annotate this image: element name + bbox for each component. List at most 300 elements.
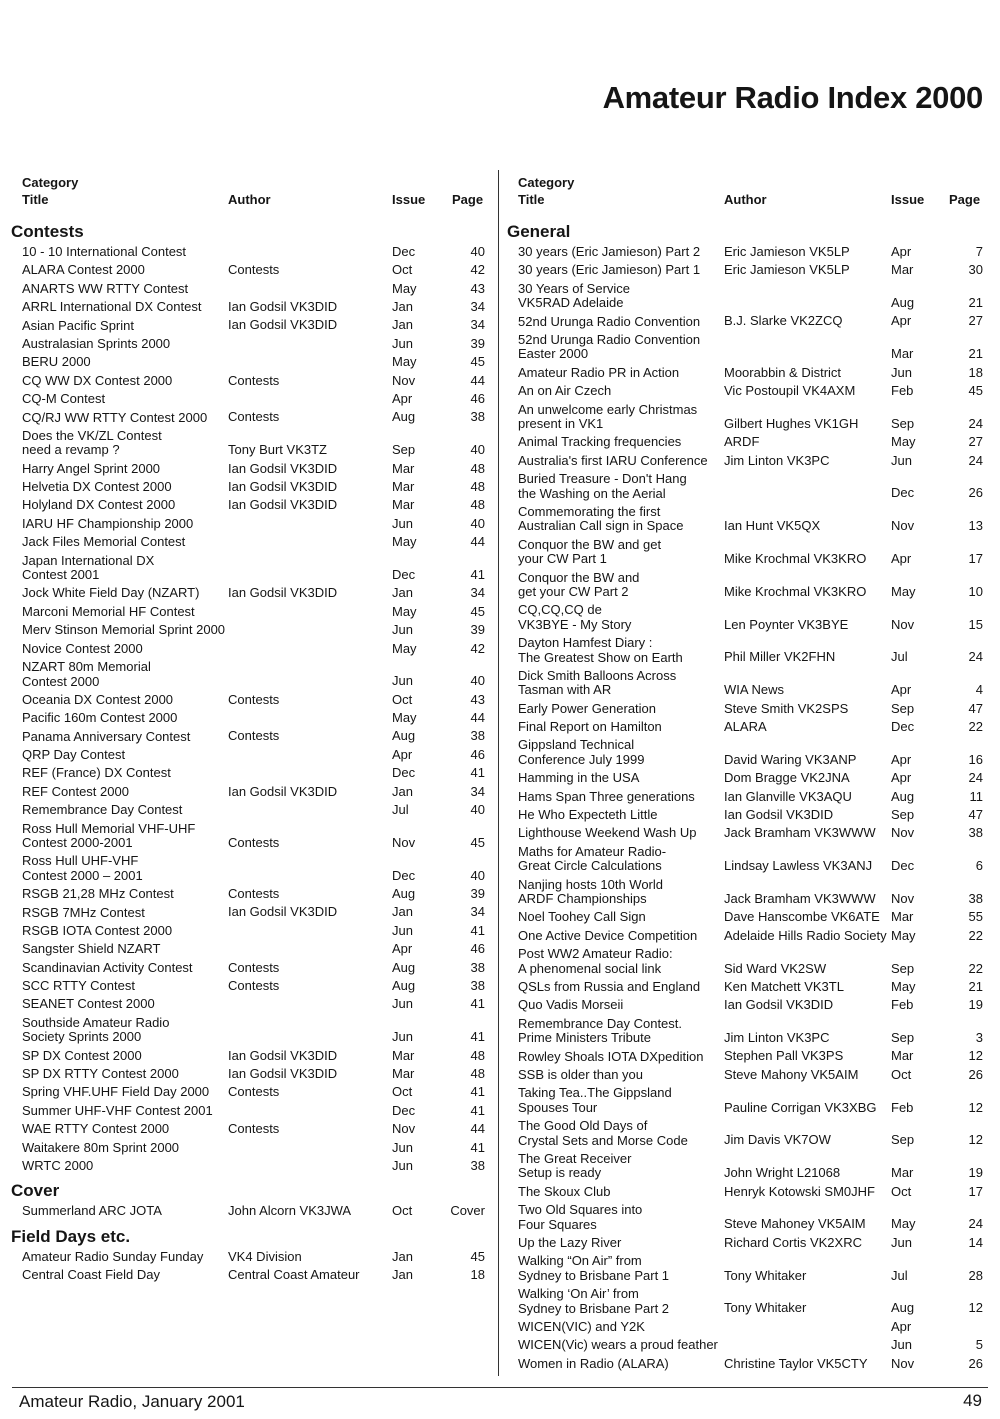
entry-title: WRTC 2000 xyxy=(22,1158,94,1174)
header-title: Title xyxy=(518,192,545,207)
entry-page: 7 xyxy=(975,243,983,259)
entry-title: Does the VK/ZL Contest need a revamp ? xyxy=(22,427,162,458)
index-entry xyxy=(507,1117,987,1150)
entry-author: Sid Ward VK2SW xyxy=(724,960,827,976)
entry-page: 21 xyxy=(968,978,983,994)
index-entry xyxy=(11,353,487,371)
entry-issue: Sep xyxy=(891,700,915,716)
entry-issue: Sep xyxy=(891,960,915,976)
index-entry xyxy=(11,1102,487,1120)
header-issue: Issue xyxy=(891,192,925,207)
entry-title: 30 years (Eric Jamieson) Part 1 xyxy=(518,262,701,278)
entry-author: Contests xyxy=(228,728,280,744)
entry-title: Dick Smith Balloons Across Tasman with AR xyxy=(518,667,677,698)
entry-author: Dave Hanscombe VK6ATE xyxy=(724,909,880,925)
entry-title: Panama Anniversary Contest xyxy=(22,728,191,744)
index-entry xyxy=(11,691,487,709)
entry-title: The Great Receiver Setup is ready xyxy=(518,1150,632,1181)
index-entry xyxy=(11,1248,487,1266)
entry-title: Dayton Hamfest Diary : The Greatest Show on Earth xyxy=(518,635,683,665)
entry-page: 34 xyxy=(470,317,485,333)
entry-issue: Jan xyxy=(392,904,413,920)
entry-issue: Apr xyxy=(891,313,912,329)
entry-issue: May xyxy=(891,434,916,450)
entry-author: Mike Krochmal VK3KRO xyxy=(724,583,867,599)
entry-title: Ross Hull UHF-VHF Contest 2000 – 2001 xyxy=(22,853,143,883)
entry-issue: Dec xyxy=(891,485,915,501)
entry-issue: Apr xyxy=(891,243,912,259)
entry-author: Henryk Kotowski SM0JHF xyxy=(724,1183,875,1199)
index-entry xyxy=(11,261,487,279)
entry-page: 48 xyxy=(470,497,485,513)
entry-page: 43 xyxy=(470,691,485,707)
entry-issue: Aug xyxy=(891,788,915,804)
entry-issue: May xyxy=(392,280,417,296)
entry-issue: Dec xyxy=(392,566,416,582)
entry-issue: May xyxy=(392,710,417,726)
entry-title: Holyland DX Contest 2000 xyxy=(22,497,176,513)
index-entry xyxy=(507,769,987,787)
footer-publication: Amateur Radio, January 2001 xyxy=(19,1392,245,1411)
index-entry xyxy=(11,317,487,335)
entry-page: 4 xyxy=(975,682,983,698)
index-entry xyxy=(11,280,487,298)
entry-issue: Dec xyxy=(392,765,416,781)
entry-page: 22 xyxy=(968,927,983,943)
entry-issue: Mar xyxy=(891,346,914,362)
entry-author: Tony Burt VK3TZ xyxy=(228,442,327,458)
entry-page: 34 xyxy=(470,904,485,920)
index-entry xyxy=(11,1120,487,1138)
entry-title: Scandinavian Activity Contest xyxy=(22,959,193,975)
header-page: Page xyxy=(452,192,484,207)
entry-author: Contests xyxy=(228,691,280,707)
entry-title: SEANET Contest 2000 xyxy=(22,996,155,1012)
entry-page: 18 xyxy=(968,364,983,380)
entry-title: Maths for Amateur Radio- Great Circle Calculations xyxy=(518,843,667,874)
index-entry xyxy=(507,280,987,313)
entry-issue: Dec xyxy=(392,1102,416,1118)
entry-title: Rowley Shoals IOTA DXpedition xyxy=(518,1048,704,1064)
entry-issue: Jun xyxy=(392,996,413,1012)
entry-title: CQ,CQ,CQ de VK3BYE - My Story xyxy=(518,602,632,632)
index-entry xyxy=(507,634,987,667)
entry-author: Contests xyxy=(228,1084,280,1100)
entry-title: SP DX RTTY Contest 2000 xyxy=(22,1066,179,1082)
entry-page: 44 xyxy=(470,710,485,726)
index-entry xyxy=(11,390,487,408)
entry-page: 41 xyxy=(470,566,485,582)
entry-author: Jack Bramham VK3WWW xyxy=(724,825,876,841)
entry-issue: Mar xyxy=(392,478,415,494)
entry-issue: Feb xyxy=(891,997,914,1013)
entry-title: NZART 80m Memorial Contest 2000 xyxy=(22,659,151,689)
entry-page: 27 xyxy=(968,313,983,329)
entry-issue: Apr xyxy=(891,551,912,567)
entry-title: RSGB IOTA Contest 2000 xyxy=(22,922,173,938)
entry-author: Ian Godsil VK3DID xyxy=(228,1065,338,1081)
entry-author: Phil Miller VK2FHN xyxy=(724,649,836,665)
entry-title: ARRL International DX Contest xyxy=(22,299,202,315)
entry-issue: Aug xyxy=(392,977,416,993)
entry-author: Ian Godsil VK3DID xyxy=(228,783,338,799)
entry-title: Waitakere 80m Sprint 2000 xyxy=(22,1139,180,1155)
index-entry xyxy=(11,515,487,533)
entry-issue: Aug xyxy=(392,409,416,425)
entry-title: Spring VHF.UHF Field Day 2000 xyxy=(22,1084,210,1100)
entry-page: 46 xyxy=(470,746,485,762)
header-issue: Issue xyxy=(392,192,426,207)
index-entry xyxy=(11,552,487,585)
entry-issue: Feb xyxy=(891,383,914,399)
entry-author: Pauline Corrigan VK3XBG xyxy=(724,1099,877,1115)
entry-page: 44 xyxy=(470,372,485,388)
entry-page: 40 xyxy=(470,867,485,883)
entry-title: Women in Radio (ALARA) xyxy=(518,1355,669,1371)
entry-author: Mike Krochmal VK3KRO xyxy=(724,551,867,567)
entry-page: 34 xyxy=(470,783,485,799)
index-entry xyxy=(507,569,987,602)
entry-issue: Jun xyxy=(392,622,413,638)
entry-page: 38 xyxy=(470,728,485,744)
entry-issue: Aug xyxy=(891,295,915,311)
entry-author: Dom Bragge VK2JNA xyxy=(724,770,850,786)
header-page: Page xyxy=(949,192,981,207)
entry-title: The Skoux Club xyxy=(518,1183,611,1199)
index-entry xyxy=(507,470,987,503)
entry-title: CQ-M Contest xyxy=(22,391,106,407)
entry-page: 27 xyxy=(968,434,983,450)
entry-issue: Mar xyxy=(891,262,914,278)
entry-title: Quo Vadis Morseii xyxy=(518,997,624,1013)
entry-issue: Mar xyxy=(392,460,415,476)
entry-author: Eric Jamieson VK5LP xyxy=(724,262,850,278)
entry-title: ALARA Contest 2000 xyxy=(22,262,145,278)
entry-title: SCC RTTY Contest xyxy=(22,978,135,994)
entry-issue: Aug xyxy=(392,728,416,744)
entry-title: Pacific 160m Contest 2000 xyxy=(22,710,178,726)
entry-author: Moorabbin & District xyxy=(724,364,842,380)
entry-title: 52nd Urunga Radio Convention Easter 2000 xyxy=(518,331,701,362)
index-entry xyxy=(11,243,487,261)
index-entry xyxy=(11,584,487,602)
entry-author: Tony Whitaker xyxy=(724,1267,807,1283)
entry-issue: Mar xyxy=(392,497,415,513)
entry-issue: Nov xyxy=(891,825,915,841)
entry-issue: Jan xyxy=(392,1267,413,1283)
index-entry xyxy=(11,764,487,782)
index-entry xyxy=(11,1202,487,1220)
entry-page: 40 xyxy=(470,802,485,818)
index-entry xyxy=(11,1065,487,1083)
entry-page: 24 xyxy=(968,649,983,665)
entry-page: 45 xyxy=(470,834,485,850)
entry-issue: Jan xyxy=(392,585,413,601)
entry-issue: Jun xyxy=(891,1234,912,1250)
index-entry xyxy=(11,801,487,819)
entry-author: Contests xyxy=(228,959,280,975)
entry-title: Remembrance Day Contest xyxy=(22,802,183,818)
entry-title: Post WW2 Amateur Radio: A phenomenal social link xyxy=(518,946,673,976)
index-entry xyxy=(507,401,987,434)
entry-issue: Nov xyxy=(891,890,915,906)
entry-title: Helvetia DX Contest 2000 xyxy=(22,479,172,495)
entry-issue: Dec xyxy=(392,243,416,259)
entry-issue: Sep xyxy=(891,415,915,431)
entry-page: 41 xyxy=(470,1029,485,1045)
entry-issue: Apr xyxy=(392,746,413,762)
entry-title: CQ/RJ WW RTTY Contest 2000 xyxy=(22,409,208,425)
entry-page: 34 xyxy=(470,299,485,315)
entry-page: 38 xyxy=(470,977,485,993)
entry-issue: Jul xyxy=(891,1267,908,1283)
entry-author: Steve Mahoney VK5AIM xyxy=(724,1216,866,1232)
entry-issue: Oct xyxy=(392,691,413,707)
index-entry xyxy=(507,536,987,569)
entry-issue: Nov xyxy=(891,1355,915,1371)
entry-author: Gilbert Hughes VK1GH xyxy=(724,415,859,431)
entry-author: VK4 Division xyxy=(228,1248,302,1264)
entry-issue: Jun xyxy=(392,673,413,689)
index-entry xyxy=(11,1083,487,1101)
entry-author: Contests xyxy=(228,372,280,388)
entry-author: Tony Whitaker xyxy=(724,1300,807,1316)
entry-page: 41 xyxy=(470,1084,485,1100)
index-entry xyxy=(11,885,487,903)
entry-author: Jim Linton VK3PC xyxy=(724,452,830,468)
entry-issue: Jun xyxy=(891,452,912,468)
entry-page: 41 xyxy=(470,996,485,1012)
header-category: Category xyxy=(22,175,79,190)
entry-issue: Mar xyxy=(891,1165,914,1181)
entry-page: 30 xyxy=(968,262,983,278)
entry-page: 13 xyxy=(968,518,983,534)
index-entry xyxy=(11,496,487,514)
index-entry xyxy=(11,335,487,353)
index-entry xyxy=(507,313,987,331)
entry-issue: Oct xyxy=(392,1203,413,1219)
entry-page: 24 xyxy=(968,1216,983,1232)
index-entry xyxy=(507,1234,987,1252)
entry-author: Contests xyxy=(228,409,280,425)
entry-issue: Apr xyxy=(891,751,912,767)
entry-issue: Jun xyxy=(392,1139,413,1155)
entry-title: Taking Tea..The Gippsland Spouses Tour xyxy=(518,1085,672,1115)
entry-title: Asian Pacific Sprint xyxy=(22,317,134,333)
entry-title: 30 Years of Service VK5RAD Adelaide xyxy=(518,280,631,311)
footer-rule xyxy=(12,1387,988,1388)
entry-page: 42 xyxy=(470,640,485,656)
entry-author: Jim Davis VK7OW xyxy=(724,1132,831,1148)
entry-issue: Sep xyxy=(891,1132,915,1148)
entry-title: An on Air Czech xyxy=(518,383,612,399)
index-entry xyxy=(507,503,987,536)
entry-title: 52nd Urunga Radio Convention xyxy=(518,313,701,329)
entry-issue: Sep xyxy=(891,1030,915,1046)
index-entry xyxy=(507,452,987,470)
entry-title: Walking ‘On Air’ from Sydney to Brisbane Part 2 xyxy=(518,1286,670,1316)
index-entry xyxy=(507,718,987,736)
index-entry xyxy=(507,1183,987,1201)
entry-page: 47 xyxy=(968,806,983,822)
column-header xyxy=(507,172,987,208)
entry-title: WAE RTTY Contest 2000 xyxy=(22,1121,170,1137)
index-entry xyxy=(507,978,987,996)
index-entry xyxy=(11,1047,487,1065)
entry-title: Japan International DX Contest 2001 xyxy=(22,552,155,583)
index-entry xyxy=(11,995,487,1013)
entry-author: Richard Cortis VK2XRC xyxy=(724,1234,862,1250)
entry-title: REF Contest 2000 xyxy=(22,783,129,799)
index-entry xyxy=(11,852,487,885)
entry-title: BERU 2000 xyxy=(22,354,91,370)
entry-issue: Oct xyxy=(392,262,413,278)
entry-title: Noel Toohey Call Sign xyxy=(518,909,646,925)
index-entry xyxy=(507,243,987,261)
index-entry xyxy=(507,700,987,718)
entry-issue: Dec xyxy=(891,858,915,874)
entry-issue: Jun xyxy=(392,1029,413,1045)
entry-issue: Oct xyxy=(891,1066,912,1082)
entry-page: 40 xyxy=(470,673,485,689)
index-entry xyxy=(11,977,487,995)
entry-page: 44 xyxy=(470,534,485,550)
right-column xyxy=(507,172,987,1373)
entry-title: Jock White Field Day (NZART) xyxy=(22,585,200,601)
entry-page: 41 xyxy=(470,1102,485,1118)
entry-page: 3 xyxy=(975,1030,983,1046)
index-entry xyxy=(11,959,487,977)
entry-issue: Aug xyxy=(392,959,416,975)
entry-title: Marconi Memorial HF Contest xyxy=(22,603,195,619)
entry-page: 47 xyxy=(968,700,983,716)
index-entry xyxy=(11,298,487,316)
column-header xyxy=(11,172,487,208)
entry-issue: Sep xyxy=(891,806,915,822)
entry-title: SP DX Contest 2000 xyxy=(22,1047,142,1063)
entry-page: 44 xyxy=(470,1121,485,1137)
entry-page: 12 xyxy=(968,1132,983,1148)
entry-page: 21 xyxy=(968,346,983,362)
entry-author: Ian Hunt VK5QX xyxy=(724,518,821,534)
entry-issue: Sep xyxy=(392,442,416,458)
entry-title: QSLs from Russia and England xyxy=(518,979,701,995)
entry-title: He Who Expecteth Little xyxy=(518,807,658,823)
entry-page: 34 xyxy=(470,585,485,601)
entry-title: Nanjing hosts 10th World ARDF Championships xyxy=(518,876,664,907)
index-entry xyxy=(11,709,487,727)
entry-author: Ian Godsil VK3DID xyxy=(228,299,338,315)
entry-page: 46 xyxy=(470,391,485,407)
entry-page: 39 xyxy=(470,335,485,351)
entry-author: Steve Mahony VK5AIM xyxy=(724,1066,859,1082)
entry-issue: Jun xyxy=(392,1157,413,1173)
index-entry xyxy=(507,433,987,451)
entry-page: 45 xyxy=(968,383,983,399)
index-entry xyxy=(11,621,487,639)
column-divider xyxy=(498,170,499,1376)
entry-author: Contests xyxy=(228,262,280,278)
entry-title: Summerland ARC JOTA xyxy=(22,1203,162,1219)
entry-author: Contests xyxy=(228,1121,280,1137)
entry-title: WICEN(Vic) wears a proud feather xyxy=(518,1337,718,1353)
section-heading: Cover xyxy=(11,1181,60,1201)
entry-title: 30 years (Eric Jamieson) Part 2 xyxy=(518,244,701,259)
entry-issue: May xyxy=(392,354,417,370)
entry-page: 38 xyxy=(968,890,983,906)
entry-page: 5 xyxy=(975,1337,983,1353)
entry-author: ARDF xyxy=(724,434,760,450)
index-entry xyxy=(11,427,487,460)
entry-author: Steve Smith VK2SPS xyxy=(724,700,849,716)
index-entry xyxy=(507,1252,987,1285)
entry-page: 12 xyxy=(968,1048,983,1064)
entry-author: WIA News xyxy=(724,682,784,698)
entry-issue: Jun xyxy=(891,1337,912,1353)
index-entry xyxy=(507,364,987,382)
entry-title: Amateur Radio PR in Action xyxy=(518,364,680,380)
entry-issue: Mar xyxy=(891,909,914,925)
index-entry xyxy=(507,876,987,909)
entry-author: Contests xyxy=(228,977,280,993)
index-entry xyxy=(507,824,987,842)
index-entry xyxy=(507,843,987,876)
entry-page: 40 xyxy=(470,442,485,458)
entry-title: QRP Day Contest xyxy=(22,746,126,762)
index-entry xyxy=(11,1014,487,1047)
index-entry xyxy=(11,922,487,940)
entry-page: 24 xyxy=(968,770,983,786)
index-entry xyxy=(11,658,487,691)
entry-author: John Wright L21068 xyxy=(724,1165,841,1181)
entry-issue: Jan xyxy=(392,783,413,799)
entry-issue: Dec xyxy=(891,718,915,734)
index-entry xyxy=(507,908,987,926)
entry-title: Walking “On Air” from Sydney to Brisbane Part 1 xyxy=(518,1253,670,1283)
entry-title: 10 - 10 International Contest xyxy=(22,244,187,259)
entry-page: 26 xyxy=(968,1066,983,1082)
entry-title: One Active Device Competition xyxy=(518,927,698,943)
entry-title: Hams Span Three generations xyxy=(518,788,695,804)
entry-issue: Dec xyxy=(392,867,416,883)
entry-issue: Nov xyxy=(891,518,915,534)
entry-title: Australasian Sprints 2000 xyxy=(22,335,171,351)
entry-title: Animal Tracking frequencies xyxy=(518,434,682,450)
entry-issue: Apr xyxy=(891,1318,912,1334)
entry-issue: Jun xyxy=(392,335,413,351)
index-entry xyxy=(11,640,487,658)
section-heading: Field Days etc. xyxy=(11,1226,131,1246)
section-heading: General xyxy=(507,222,571,241)
entry-page: 28 xyxy=(968,1267,983,1283)
entry-author: Len Poynter VK3BYE xyxy=(724,616,849,632)
entry-page: 6 xyxy=(975,858,983,874)
index-entry xyxy=(507,1201,987,1234)
entry-issue: Nov xyxy=(891,616,915,632)
entry-author: Christine Taylor VK5CTY xyxy=(724,1355,868,1371)
entry-page: 48 xyxy=(470,1047,485,1063)
entry-title: Amateur Radio Sunday Funday xyxy=(22,1248,204,1264)
entry-title: Lighthouse Weekend Wash Up xyxy=(518,825,697,841)
index-entry xyxy=(507,945,987,978)
entry-author: ALARA xyxy=(724,718,767,734)
entry-title: Sangster Shield NZART xyxy=(22,941,161,957)
entry-title: WICEN(VIC) and Y2K xyxy=(518,1318,645,1334)
entry-author: Ian Godsil VK3DID xyxy=(228,460,338,476)
entry-issue: Nov xyxy=(392,1121,416,1137)
index-entry xyxy=(11,478,487,496)
index-entry xyxy=(507,601,987,634)
